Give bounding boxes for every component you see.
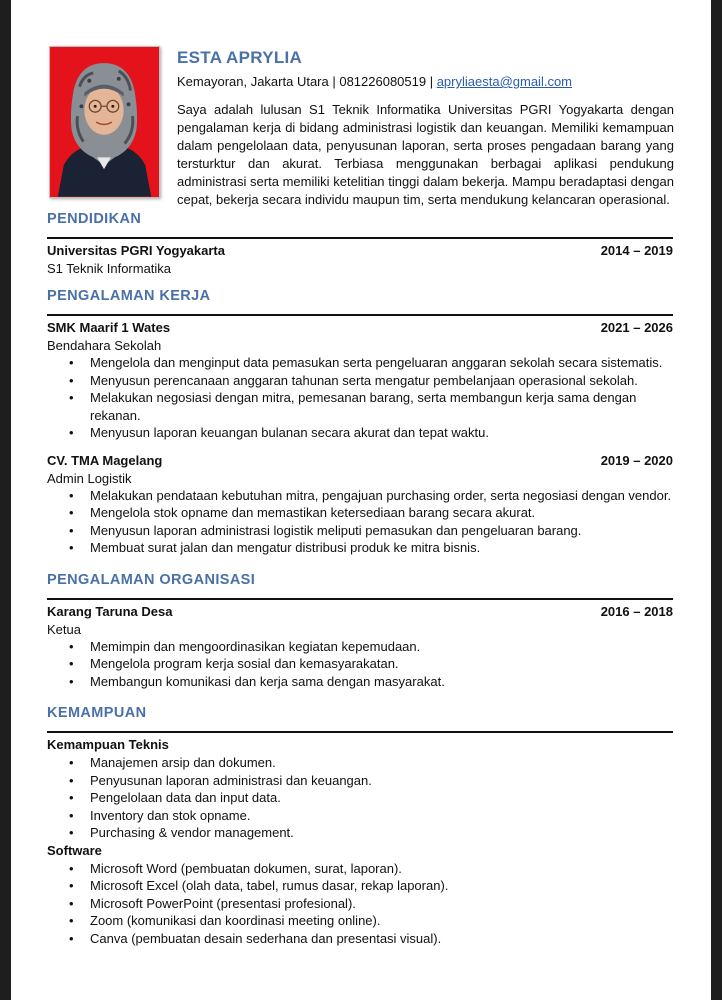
organization-section bbox=[47, 569, 673, 691]
education-entry-header bbox=[47, 242, 673, 260]
list-item: • Canva (pembuatan desain sederhana dan presentasi visual). bbox=[47, 930, 673, 948]
software-heading: Software bbox=[47, 842, 102, 858]
section-title-experience: PENGALAMAN KERJA bbox=[47, 288, 211, 304]
list-item: • Melakukan negosiasi dengan mitra, pemesanan barang, serta membangun kerja sama dengan rekanan. bbox=[47, 389, 673, 424]
list-item: • Manajemen arsip dan dokumen. bbox=[47, 754, 673, 772]
list-item: • Pengelolaan data dan input data. bbox=[47, 789, 673, 807]
candidate-name: ESTA APRYLIA bbox=[177, 48, 303, 67]
organization-entry-header bbox=[47, 603, 673, 621]
list-item: • Zoom (komunikasi dan koordinasi meeting online). bbox=[47, 912, 673, 930]
technical-skills-list bbox=[47, 754, 673, 842]
profile-photo-illustration bbox=[50, 47, 159, 197]
job-organization: CV. TMA Magelang bbox=[47, 452, 163, 468]
list-item: • Microsoft Word (pembuatan dokumen, surat, laporan). bbox=[47, 860, 673, 878]
experience-section bbox=[47, 285, 673, 557]
job-entry-header bbox=[47, 319, 673, 337]
list-item: • Mengelola dan menginput data pemasukan serta pengeluaran anggaran sekolah secara sistematis. bbox=[47, 354, 673, 372]
job-years: 2021 – 2026 bbox=[600, 320, 673, 335]
contact-details: Kemayoran, Jakarta Utara | 081226080519 | bbox=[177, 74, 437, 89]
list-item: • Mengelola program kerja sosial dan kemasyarakatan. bbox=[47, 655, 673, 673]
software-list bbox=[47, 860, 673, 948]
technical-skills-heading: Kemampuan Teknis bbox=[47, 737, 169, 752]
job-entry bbox=[47, 452, 673, 557]
school-name: Universitas PGRI Yogyakarta bbox=[47, 243, 225, 258]
profile-summary: Saya adalah lulusan S1 Teknik Informatika Universitas PGRI Yogyakarta dengan pengalaman kerja di bidang administrasi logistik dan keuangan. Memiliki kemampuan dalam pengelolaan data, penyusunan laporan, serta proses pengadaan barang yang tersturktur dan akurat. Terbiasa menggunakan berbagai aplikasi pendukung administrasi serta memiliki ketelitian tinggi dalam bekerja. Mampu beradaptasi dengan cepat, bekerja secara individu maupun tim, serta mendukung kelancaran operasional. bbox=[177, 102, 674, 207]
list-item: • Menyusun perencanaan anggaran tahunan serta mengatur pembelanjaan operasional sekolah. bbox=[47, 372, 673, 390]
list-item: • Memimpin dan mengoordinasikan kegiatan kepemudaan. bbox=[47, 638, 673, 656]
list-item: • Menyusun laporan keuangan bulanan secara akurat dan tepat waktu. bbox=[47, 424, 673, 442]
job-organization: SMK Maarif 1 Wates bbox=[47, 320, 171, 335]
section-title-skills: KEMAMPUAN bbox=[47, 705, 147, 721]
job-role: Bendahara Sekolah bbox=[47, 338, 162, 353]
section-divider bbox=[47, 598, 673, 600]
job-entry bbox=[47, 319, 673, 442]
resume-header bbox=[47, 0, 673, 208]
contact-line bbox=[177, 74, 674, 93]
degree: S1 Teknik Informatika bbox=[47, 261, 172, 276]
list-item: • Microsoft Excel (olah data, tabel, rumus dasar, rekap laporan). bbox=[47, 877, 673, 895]
email-link[interactable]: apryliaesta@gmail.com bbox=[436, 74, 573, 89]
resume-page bbox=[11, 0, 711, 1000]
job-role: Admin Logistik bbox=[47, 470, 132, 486]
organization-role: Ketua bbox=[47, 621, 81, 637]
section-divider bbox=[47, 237, 673, 239]
list-item: • Melakukan pendataan kebutuhan mitra, pengajuan purchasing order, serta negosiasi dengan vendor. bbox=[47, 487, 673, 505]
job-duties bbox=[47, 487, 673, 557]
list-item: • Microsoft PowerPoint (presentasi profesional). bbox=[47, 895, 673, 913]
list-item: • Menyusun laporan administrasi logistik meliputi pemasukan dan pengeluaran barang. bbox=[47, 522, 673, 540]
organization-duties bbox=[47, 638, 673, 691]
education-years: 2014 – 2019 bbox=[600, 243, 673, 258]
organization-years: 2016 – 2018 bbox=[600, 603, 673, 619]
list-item: • Membuat surat jalan dan mengatur distribusi produk ke mitra bisnis. bbox=[47, 539, 673, 557]
header-text bbox=[177, 48, 674, 209]
list-item: • Penyusunan laporan administrasi dan keuangan. bbox=[47, 772, 673, 790]
section-title-organization: PENGALAMAN ORGANISASI bbox=[47, 571, 256, 588]
resume-content bbox=[47, 0, 673, 947]
list-item: • Inventory dan stok opname. bbox=[47, 807, 673, 825]
list-item: • Purchasing & vendor management. bbox=[47, 824, 673, 842]
job-entry-header bbox=[47, 452, 673, 470]
list-item: • Membangun komunikasi dan kerja sama dengan masyarakat. bbox=[47, 673, 673, 691]
section-title-education: PENDIDIKAN bbox=[47, 211, 142, 227]
list-item: • Mengelola stok opname dan memastikan ketersediaan barang secara akurat. bbox=[47, 504, 673, 522]
job-duties bbox=[47, 354, 673, 442]
job-years: 2019 – 2020 bbox=[600, 452, 673, 468]
section-divider bbox=[47, 731, 673, 733]
skills-section bbox=[47, 702, 673, 947]
organization-name: Karang Taruna Desa bbox=[47, 603, 173, 619]
profile-photo bbox=[49, 46, 160, 198]
education-section bbox=[47, 208, 673, 277]
section-divider bbox=[47, 314, 673, 316]
